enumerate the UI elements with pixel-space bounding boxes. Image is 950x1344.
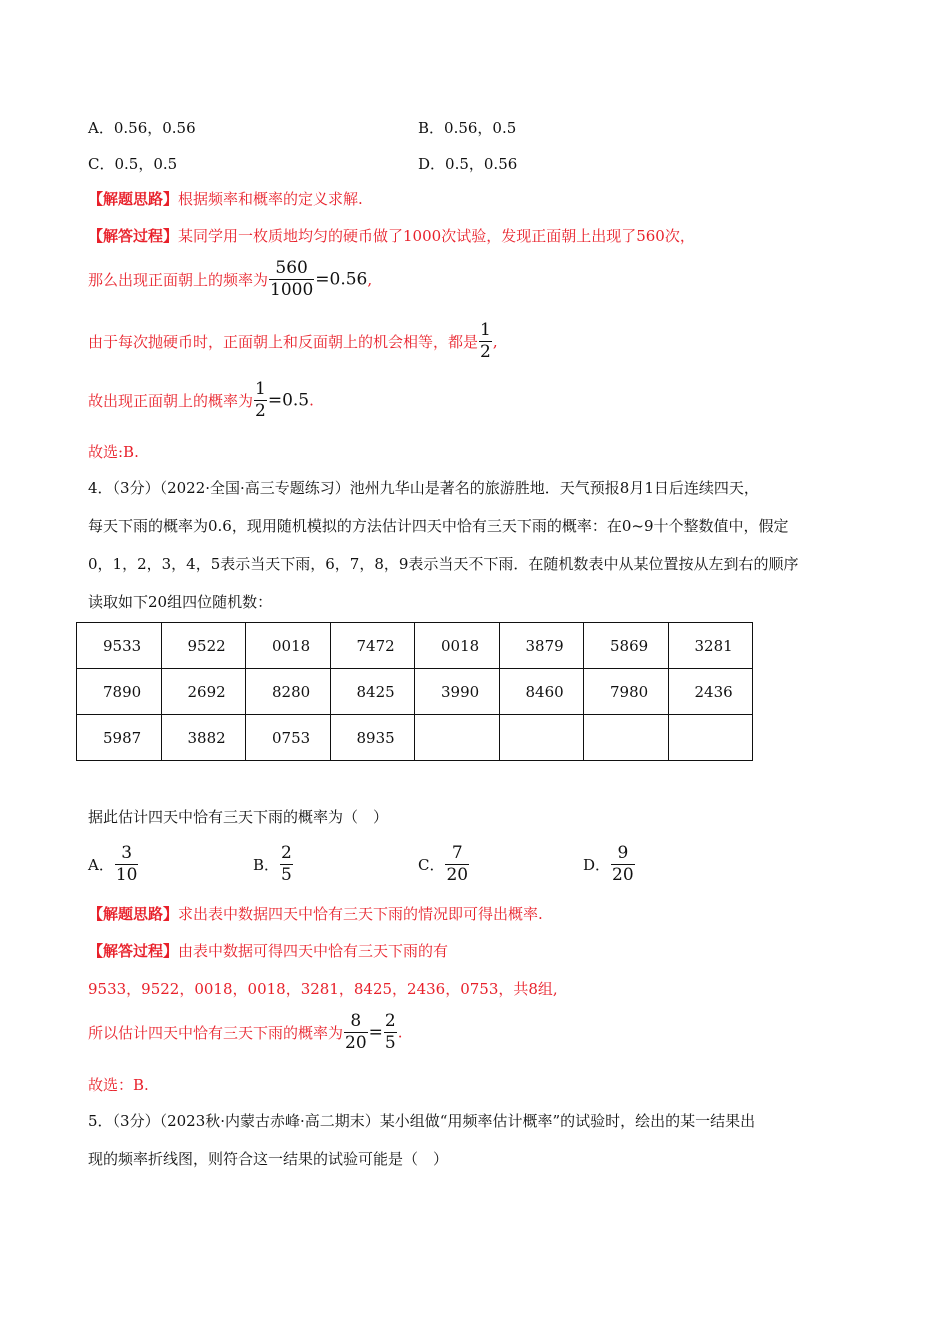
q3-probability-line: 故出现正面朝上的概率为 $\frac{1}{2}$ =0.5. <box>88 379 314 421</box>
table-cell: 3879 <box>499 623 584 669</box>
option-fraction: $\frac{9}{20}$ <box>612 843 634 885</box>
fraction-one-half: $\frac{1}{2}$ <box>255 379 266 421</box>
q5-stem-line1: 5．（3分）（2023秋·内蒙古赤峰·高二期末）某小组做“用频率估计概率”的试验时，绘出的某一结果出 <box>88 1112 756 1130</box>
q4-matching-list: 9533，9522，0018，0018，3281，8425，2436，0753，共8组, <box>88 980 558 998</box>
fraction-one-half: $\frac{1}{2}$ <box>480 320 491 362</box>
q3-solution-idea: 【解题思路】根据频率和概率的定义求解. <box>88 190 363 208</box>
table-cell: 5987 <box>77 715 162 761</box>
table-cell: 7472 <box>330 623 415 669</box>
q4-stem-line1: 4．（3分）（2022·全国·高三专题练习）池州九华山是著名的旅游胜地．天气预报8月1日后连续四天， <box>88 479 759 497</box>
q3-option-a: A．0.56，0.56 <box>88 119 196 137</box>
table-row <box>77 623 753 669</box>
table-cell: 7890 <box>77 669 162 715</box>
q5-stem-line2: 现的频率折线图，则符合这一结果的试验可能是（ ） <box>88 1150 449 1168</box>
table-cell: 0018 <box>246 623 331 669</box>
table-cell: 8460 <box>499 669 584 715</box>
q4-question: 据此估计四天中恰有三天下雨的概率为（ ） <box>88 808 389 826</box>
q4-probability-line: 所以估计四天中恰有三天下雨的概率为 $\frac{8}{20}$ = $\frac{2}{5}$ . <box>88 1011 403 1053</box>
q4-option-b: B． $\frac{2}{5}$ <box>253 843 292 885</box>
q3-solution-process: 【解答过程】某同学用一枚质地均匀的硬币做了1000次试验，发现正面朝上出现了560次， <box>88 227 695 245</box>
table-cell: 2436 <box>668 669 753 715</box>
fraction-2-5: $\frac{2}{5}$ <box>384 1011 396 1053</box>
q3-equal-chance-line: 由于每次抛硬币时，正面朝上和反面朝上的机会相等，都是 $\frac{1}{2}$ , <box>88 320 498 362</box>
table-cell: 5869 <box>584 623 669 669</box>
table-cell: 3990 <box>415 669 500 715</box>
fraction-560-1000: $\frac{560}{1000}$ <box>270 258 314 300</box>
q3-option-c: C．0.5，0.5 <box>88 155 178 173</box>
q4-answer: 故选：B. <box>88 1076 149 1094</box>
table-cell <box>584 715 669 761</box>
table-row <box>77 715 753 761</box>
table-cell: 0018 <box>415 623 500 669</box>
table-cell: 2692 <box>161 669 246 715</box>
random-number-table <box>76 622 753 761</box>
table-cell: 9522 <box>161 623 246 669</box>
q3-option-d: D．0.5，0.56 <box>418 155 518 173</box>
option-fraction: $\frac{2}{5}$ <box>281 843 292 885</box>
table-cell: 8935 <box>330 715 415 761</box>
table-cell: 9533 <box>77 623 162 669</box>
q4-solution-process: 【解答过程】由表中数据可得四天中恰有三天下雨的有 <box>88 942 449 960</box>
q4-option-d: D． $\frac{9}{20}$ <box>583 843 634 885</box>
q3-answer: 故选:B. <box>88 443 139 461</box>
table-cell: 0753 <box>246 715 331 761</box>
q3-frequency-line: 那么出现正面朝上的频率为 $\frac{560}{1000}$ =0.56, <box>88 258 373 300</box>
table-cell: 8280 <box>246 669 331 715</box>
table-cell: 3882 <box>161 715 246 761</box>
q4-option-a: A． $\frac{3}{10}$ <box>88 843 138 885</box>
table-cell: 7980 <box>584 669 669 715</box>
fraction-8-20: $\frac{8}{20}$ <box>345 1011 367 1053</box>
table-cell: 3281 <box>668 623 753 669</box>
option-fraction: $\frac{7}{20}$ <box>446 843 469 885</box>
option-fraction: $\frac{3}{10}$ <box>115 843 138 885</box>
q4-stem-line2: 每天下雨的概率为0.6，现用随机模拟的方法估计四天中恰有三天下雨的概率：在0~9十个整数值中，假定 <box>88 517 789 535</box>
table-cell <box>499 715 584 761</box>
q4-solution-idea: 【解题思路】求出表中数据四天中恰有三天下雨的情况即可得出概率. <box>88 905 543 923</box>
table-cell: 8425 <box>330 669 415 715</box>
table-cell <box>668 715 753 761</box>
q4-stem-line4: 读取如下20组四位随机数： <box>88 593 273 611</box>
q3-option-b: B．0.56，0.5 <box>418 119 517 137</box>
q4-option-c: C． $\frac{7}{20}$ <box>418 843 469 885</box>
table-row <box>77 669 753 715</box>
table-cell <box>415 715 500 761</box>
q4-stem-line3: 0，1，2，3，4，5表示当天下雨，6，7，8，9表示当天不下雨．在随机数表中从某位置按从左到右的顺序 <box>88 555 799 573</box>
